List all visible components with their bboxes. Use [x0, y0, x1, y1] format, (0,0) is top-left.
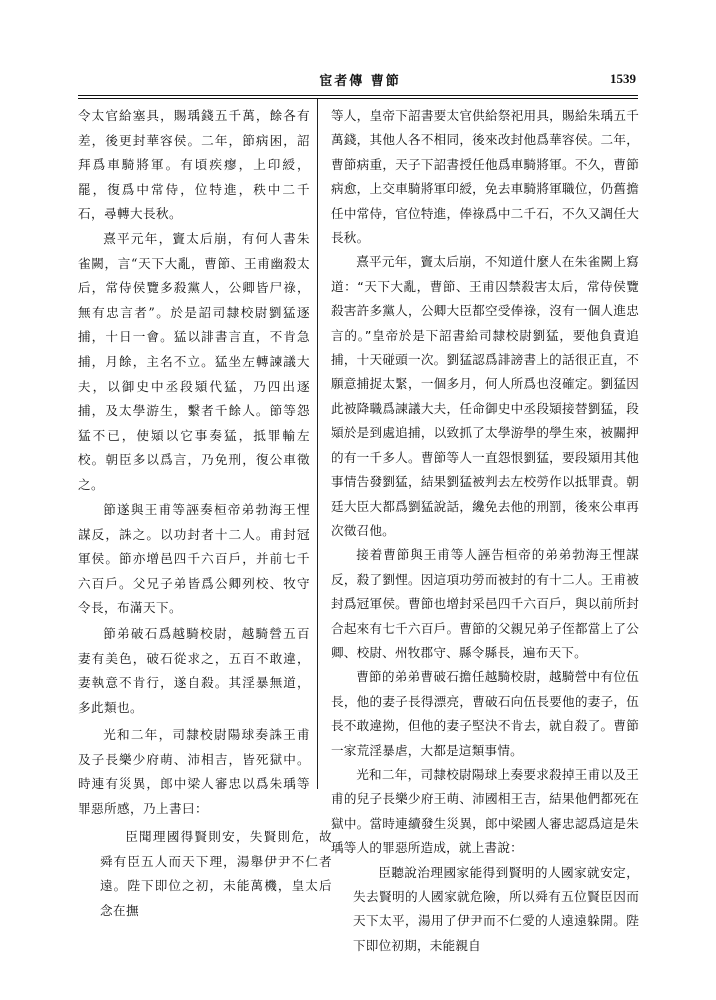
- classical-paragraph: 熹平元年，竇太后崩，有何人書朱雀闕，言“天下大亂，曹節、王甫幽殺太后，常侍侯覽多殺黨人，公卿皆尸祿，無有忠言者”。於是詔司隸校尉劉猛逐捕，十日一會。猛以誹書言直，不肯急捕，月餘，主名不立。猛坐左轉諫議大夫，以御史中丞段熲代猛，乃四出逐捕，及太學游生，繫者千餘人。節等怨猛不已，使熲以它事奏猛，抵罪輸左校。朝臣多以爲言，乃免刑，復公車徵之。: [78, 231, 310, 492]
- translation-paragraph: 光和二年，司隸校尉陽球上奏要求殺掉王甫以及王甫的兒子長樂少府王萌、沛國相王吉，結果他們都死在獄中。當時連續發生災異，郎中梁國人審忠認爲這是朱瑀等人的罪惡所造成，就上書說：: [331, 766, 639, 856]
- translation-paragraph: 曹節的弟弟曹破石擔任越騎校尉，越騎營中有位伍長，他的妻子長得漂亮，曹破石向伍長要他的妻子，伍長不敢違拗，但他的妻子堅決不肯去，就自殺了。曹節一家荒淫暴虐，大都是這類事情。: [331, 669, 639, 758]
- classical-paragraph: 節遂與王甫等誣奏桓帝弟勃海王悝謀反，誅之。以功封者十二人。甫封冠軍侯。節亦增邑四千六百戶，并前七千六百戶。父兄子弟皆爲公卿列校、牧守令長，布滿天下。: [78, 502, 310, 616]
- translation-paragraph: 熹平元年，竇太后崩，不知道什麼人在朱雀闕上寫道：“天下大亂，曹節、王甫囚禁殺害太后，常侍侯覽殺害許多黨人，公卿大臣都空受俸祿，沒有一個人進忠言的。”皇帝於是下詔書給司隸校尉劉猛，要他負責追捕，十天碰頭一次。劉猛認爲誹謗書上的話很正直，不願意捕捉太緊，一個多月，何人所爲也沒確定。劉猛因此被降職爲諫議大夫，任命御史中丞段熲接替劉猛，段熲於是到處追捕，以致抓了太學游學的學生來，被關押的有一千多人。曹節等人一直怨恨劉猛，要段熲用其他事情告發劉猛，結果劉猛被判去左校勞作以抵罪責。朝廷大臣大都爲劉猛說話，纔免去他的刑罰，後來公車再次徵召他。: [331, 254, 639, 538]
- translation-block: [331, 104, 639, 958]
- classical-paragraph: 令太官給塞具，賜瑀錢五千萬，餘各有差，後更封華容侯。二年，節病困，詔拜爲車騎將軍。有頃疾瘳，上印綬，罷，復爲中常侍，位特進，秩中二千石，尋轉大長秋。: [78, 108, 310, 222]
- page-number: 1539: [610, 71, 636, 86]
- column-divider: [317, 99, 318, 789]
- translation-quote-paragraph: 臣聽說治理國家能得到賢明的人國家就安定，失去賢明的人國家就危險，所以舜有五位賢臣因而天下太平，湯用了伊尹而不仁愛的人遠遠躲開。陛下即位初期，未能親自: [353, 864, 639, 953]
- translation-paragraph: 接着曹節與王甫等人誣告桓帝的弟弟勃海王悝謀反，殺了劉悝。因這項功勞而被封的有十二人。王甫被封爲冠軍侯。曹節也增封采邑四千六百戶，與以前所封合起來有七千六百戶。曹節的父親兄弟子侄都當上了公卿、校尉、州牧郡守、縣令縣長，遍布天下。: [331, 547, 639, 660]
- translation-paragraph: 等人，皇帝下詔書要太官供給祭祀用具，賜給朱瑀五千萬錢，其他人各不相同，後來改封他爲華容侯。二年，曹節病重，天子下詔書授任他爲車騎將軍。不久，曹節病愈，上交車騎將軍印綬，免去車騎將軍職位，仍舊擔任中常侍，官位特進，俸祿爲中二千石，不久又調任大長秋。: [331, 108, 639, 246]
- header-rule-bottom: [78, 98, 638, 99]
- classical-quote-paragraph: 臣聞理國得賢則安，失賢則危，故舜有臣五人而天下理，湯舉伊尹不仁者遠。陛下即位之初，未能萬機，皇太后念在撫: [100, 829, 332, 918]
- classical-paragraph: 光和二年，司隸校尉陽球奏誅王甫及子長樂少府萌、沛相吉，皆死獄中。時連有災異，郎中梁人審忠以爲朱瑀等罪惡所感，乃上書曰：: [78, 727, 310, 816]
- running-header-title: 宦者傳 曹節: [319, 74, 401, 89]
- header-rule-top: [78, 95, 638, 96]
- classical-paragraph: 節弟破石爲越騎校尉，越騎營五百妻有美色，破石從求之，五百不敢違，妻執意不肯行，遂自殺。其淫暴無道，多此類也。: [78, 626, 310, 715]
